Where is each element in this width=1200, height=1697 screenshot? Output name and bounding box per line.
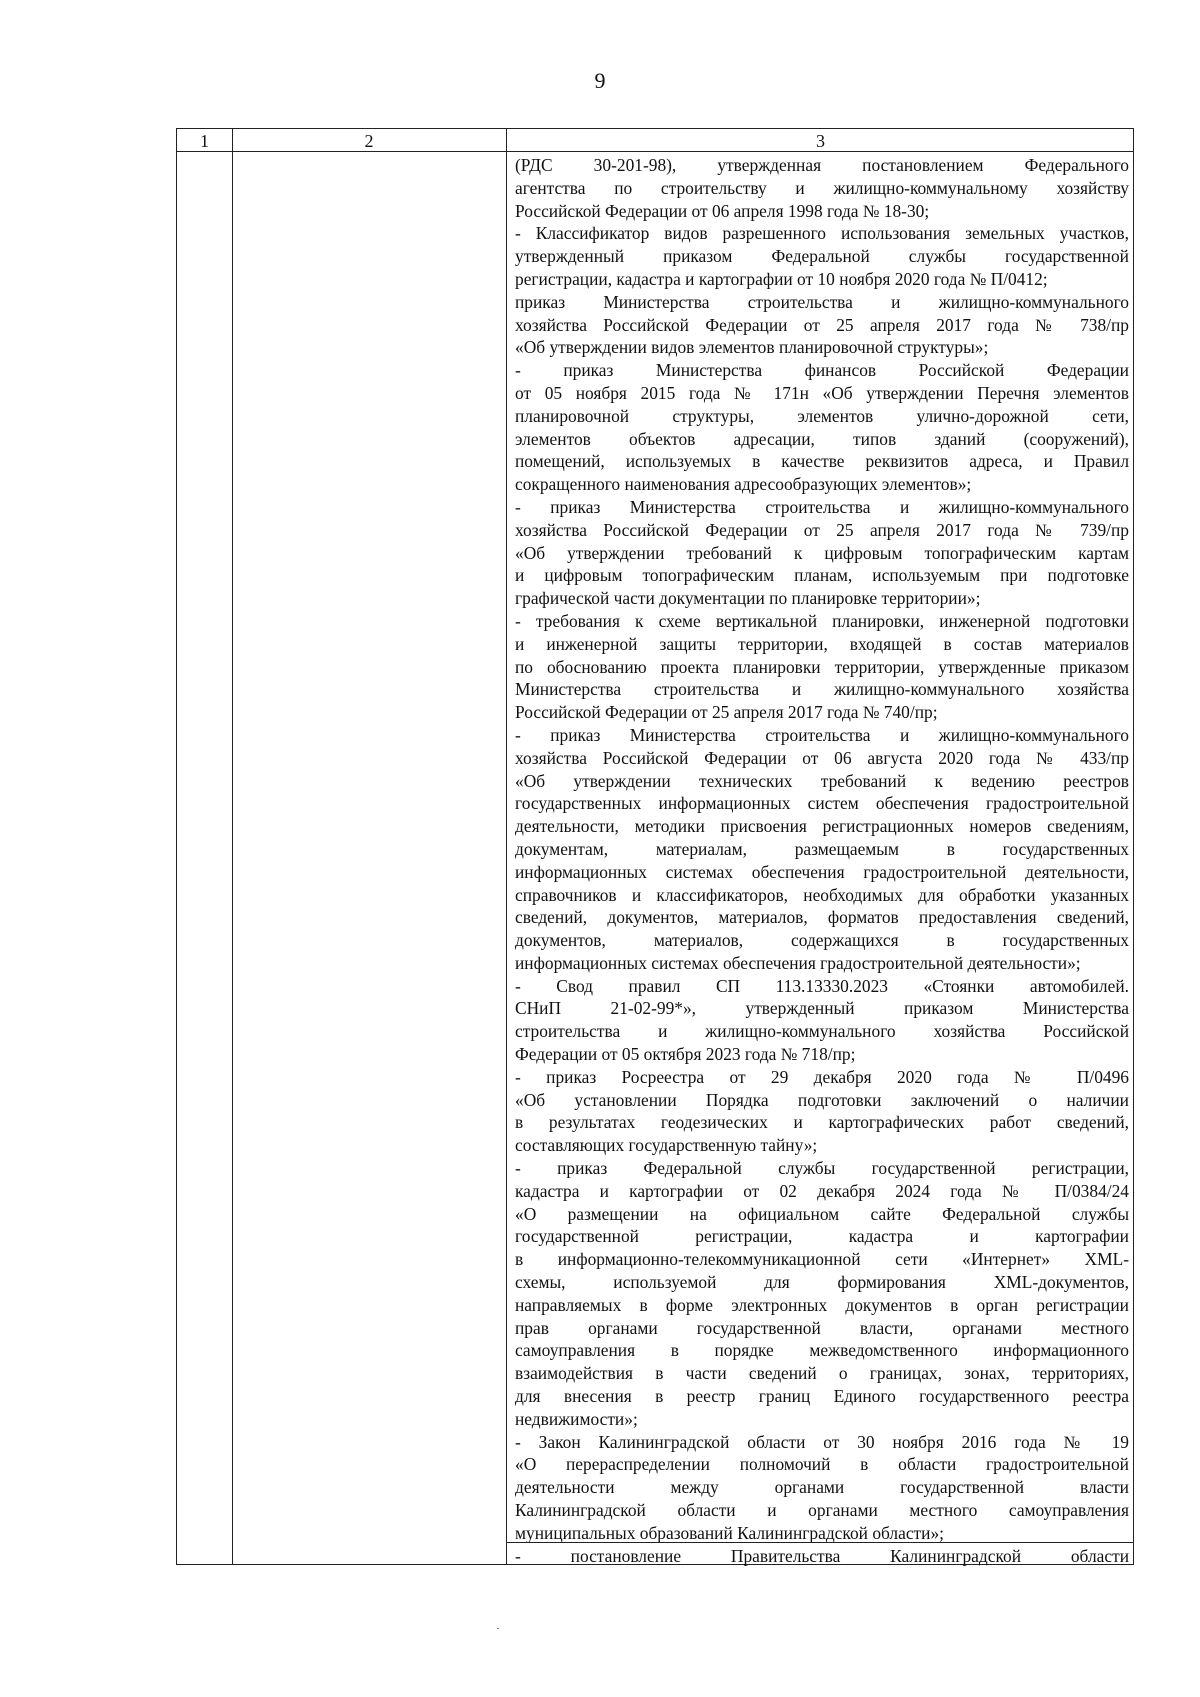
text-line: прав органами государственной власти, органами местного xyxy=(515,1317,1129,1338)
document-table xyxy=(176,128,1134,1565)
text-line: - приказ Федеральной службы государственной регистрации, xyxy=(515,1158,1129,1179)
text-line: - приказ Росреестра от 29 декабря 2020 года № П/0496 xyxy=(515,1066,1129,1087)
text-line: - приказ Министерства финансов Российской Федерации xyxy=(515,360,1129,381)
text-line: «Об установлении Порядка подготовки заключений о наличии xyxy=(515,1089,1129,1110)
text-line: приказ Министерства строительства и жилищно-коммунального xyxy=(515,291,1129,312)
text-line: - требования к схеме вертикальной планировки, инженерной подготовки xyxy=(515,610,1129,631)
text-line: взаимодействия в части сведений о границах, зонах, территориях, xyxy=(515,1363,1129,1384)
text-line: «О размещении на официальном сайте Федеральной службы xyxy=(515,1203,1129,1224)
text-line: помещений, используемых в качестве реквизитов адреса, и Правил xyxy=(515,451,1129,472)
text-line: «Об утверждении видов элементов планировочной структуры»; xyxy=(515,337,989,358)
text-line: документам, материалам, размещаемым в государственных xyxy=(515,838,1129,859)
text-line: «Об утверждении требований к цифровым топографическим картам xyxy=(515,542,1129,563)
text-line: информационных системах обеспечения градостроительной деятельности»; xyxy=(515,952,1081,973)
text-line: утвержденный приказом Федеральной службы государственной xyxy=(515,246,1129,267)
text-line: регистрации, кадастра и картографии от 10 ноября 2020 года № П/0412; xyxy=(515,268,1048,289)
text-line: графической части документации по планировке территории»; xyxy=(515,588,981,609)
column-3-text xyxy=(515,154,1129,1567)
row-divider xyxy=(506,1542,1133,1543)
scan-speck xyxy=(497,1628,499,1629)
text-line: в информационно-телекоммуникационной сети «Интернет» XML- xyxy=(515,1249,1129,1270)
text-line: Российской Федерации от 25 апреля 2017 года № 740/пр; xyxy=(515,702,938,723)
text-line: направляемых в форме электронных документов в орган регистрации xyxy=(515,1294,1129,1315)
text-line: сведений, документов, материалов, форматов предоставления сведений, xyxy=(515,907,1129,928)
text-line: Министерства строительства и жилищно-коммунального хозяйства xyxy=(515,679,1129,700)
text-line: хозяйства Российской Федерации от 25 апреля 2017 года № 738/пр xyxy=(515,314,1129,335)
text-line: деятельности, методики присвоения регистрационных номеров сведениям, xyxy=(515,816,1129,837)
text-line: хозяйства Российской Федерации от 06 августа 2020 года № 433/пр xyxy=(515,747,1129,768)
text-line: государственной регистрации, кадастра и картографии xyxy=(515,1226,1129,1247)
text-line: Федерации от 05 октября 2023 года № 718/пр; xyxy=(515,1044,856,1065)
text-line: самоуправления в порядке межведомственного информационного xyxy=(515,1340,1129,1361)
text-line: составляющих государственную тайну»; xyxy=(515,1135,818,1156)
text-line: Российской Федерации от 06 апреля 1998 года № 18-30; xyxy=(515,200,930,221)
text-line: - Свод правил СП 113.13330.2023 «Стоянки автомобилей. xyxy=(515,975,1129,996)
text-line: планировочной структуры, элементов улично-дорожной сети, xyxy=(515,405,1129,426)
text-line: - Классификатор видов разрешенного использования земельных участков, xyxy=(515,223,1129,244)
text-line: агентства по строительству и жилищно-коммунальному хозяйству xyxy=(515,177,1129,198)
text-line: от 05 ноября 2015 года № 171н «Об утверждении Перечня элементов xyxy=(515,382,1129,403)
text-line: СНиП 21-02-99*», утвержденный приказом Министерства xyxy=(515,998,1129,1019)
column-divider-2 xyxy=(506,129,507,1564)
text-line: по обоснованию проекта планировки территории, утвержденные приказом xyxy=(515,656,1129,677)
column-divider-1 xyxy=(232,129,233,1564)
text-line: для внесения в реестр границ Единого государственного реестра xyxy=(515,1386,1129,1407)
text-line: Калининградской области и органами местного самоуправления xyxy=(515,1500,1129,1521)
text-line: справочников и классификаторов, необходимых для обработки указанных xyxy=(515,884,1129,905)
text-line: - Закон Калининградской области от 30 ноября 2016 года № 19 xyxy=(515,1431,1129,1452)
page-number: 9 xyxy=(594,68,606,93)
text-line: «Об утверждении технических требований к ведению реестров xyxy=(515,770,1129,791)
text-line: сокращенного наименования адресообразующих элементов»; xyxy=(515,474,972,495)
header-divider xyxy=(177,151,1133,152)
text-line: хозяйства Российской Федерации от 25 апреля 2017 года № 739/пр xyxy=(515,519,1129,540)
text-line: и цифровым топографическим планам, используемым при подготовке xyxy=(515,565,1129,586)
column-header-1: 1 xyxy=(200,131,209,151)
text-line: - приказ Министерства строительства и жилищно-коммунального xyxy=(515,496,1129,517)
text-line: деятельности между органами государственной власти xyxy=(515,1477,1129,1498)
text-line: (РДС 30-201-98), утвержденная постановлением Федерального xyxy=(515,155,1129,175)
text-line: «О перераспределении полномочий в области градостроительной xyxy=(515,1454,1129,1475)
text-line: и инженерной защиты территории, входящей в состав материалов xyxy=(515,633,1129,654)
text-line: документов, материалов, содержащихся в государственных xyxy=(515,930,1129,951)
text-line: строительства и жилищно-коммунального хозяйства Российской xyxy=(515,1021,1129,1042)
text-line: недвижимости»; xyxy=(515,1408,638,1429)
text-line: - приказ Министерства строительства и жилищно-коммунального xyxy=(515,724,1129,745)
text-line: схемы, используемой для формирования XML-документов, xyxy=(515,1272,1129,1293)
text-line: муниципальных образований Калининградской области»; xyxy=(515,1522,944,1543)
text-line: элементов объектов адресации, типов зданий (сооружений), xyxy=(515,428,1129,449)
text-line: государственных информационных систем обеспечения градостроительной xyxy=(515,793,1129,814)
text-line: в результатах геодезических и картографических работ сведений, xyxy=(515,1112,1129,1133)
text-line: информационных системах обеспечения градостроительной деятельности, xyxy=(515,861,1129,882)
column-header-3: 3 xyxy=(816,131,825,151)
text-line: - постановление Правительства Калининградской области xyxy=(515,1545,1129,1566)
column-header-2: 2 xyxy=(364,131,374,151)
text-line: кадастра и картографии от 02 декабря 2024 года № П/0384/24 xyxy=(515,1180,1129,1201)
